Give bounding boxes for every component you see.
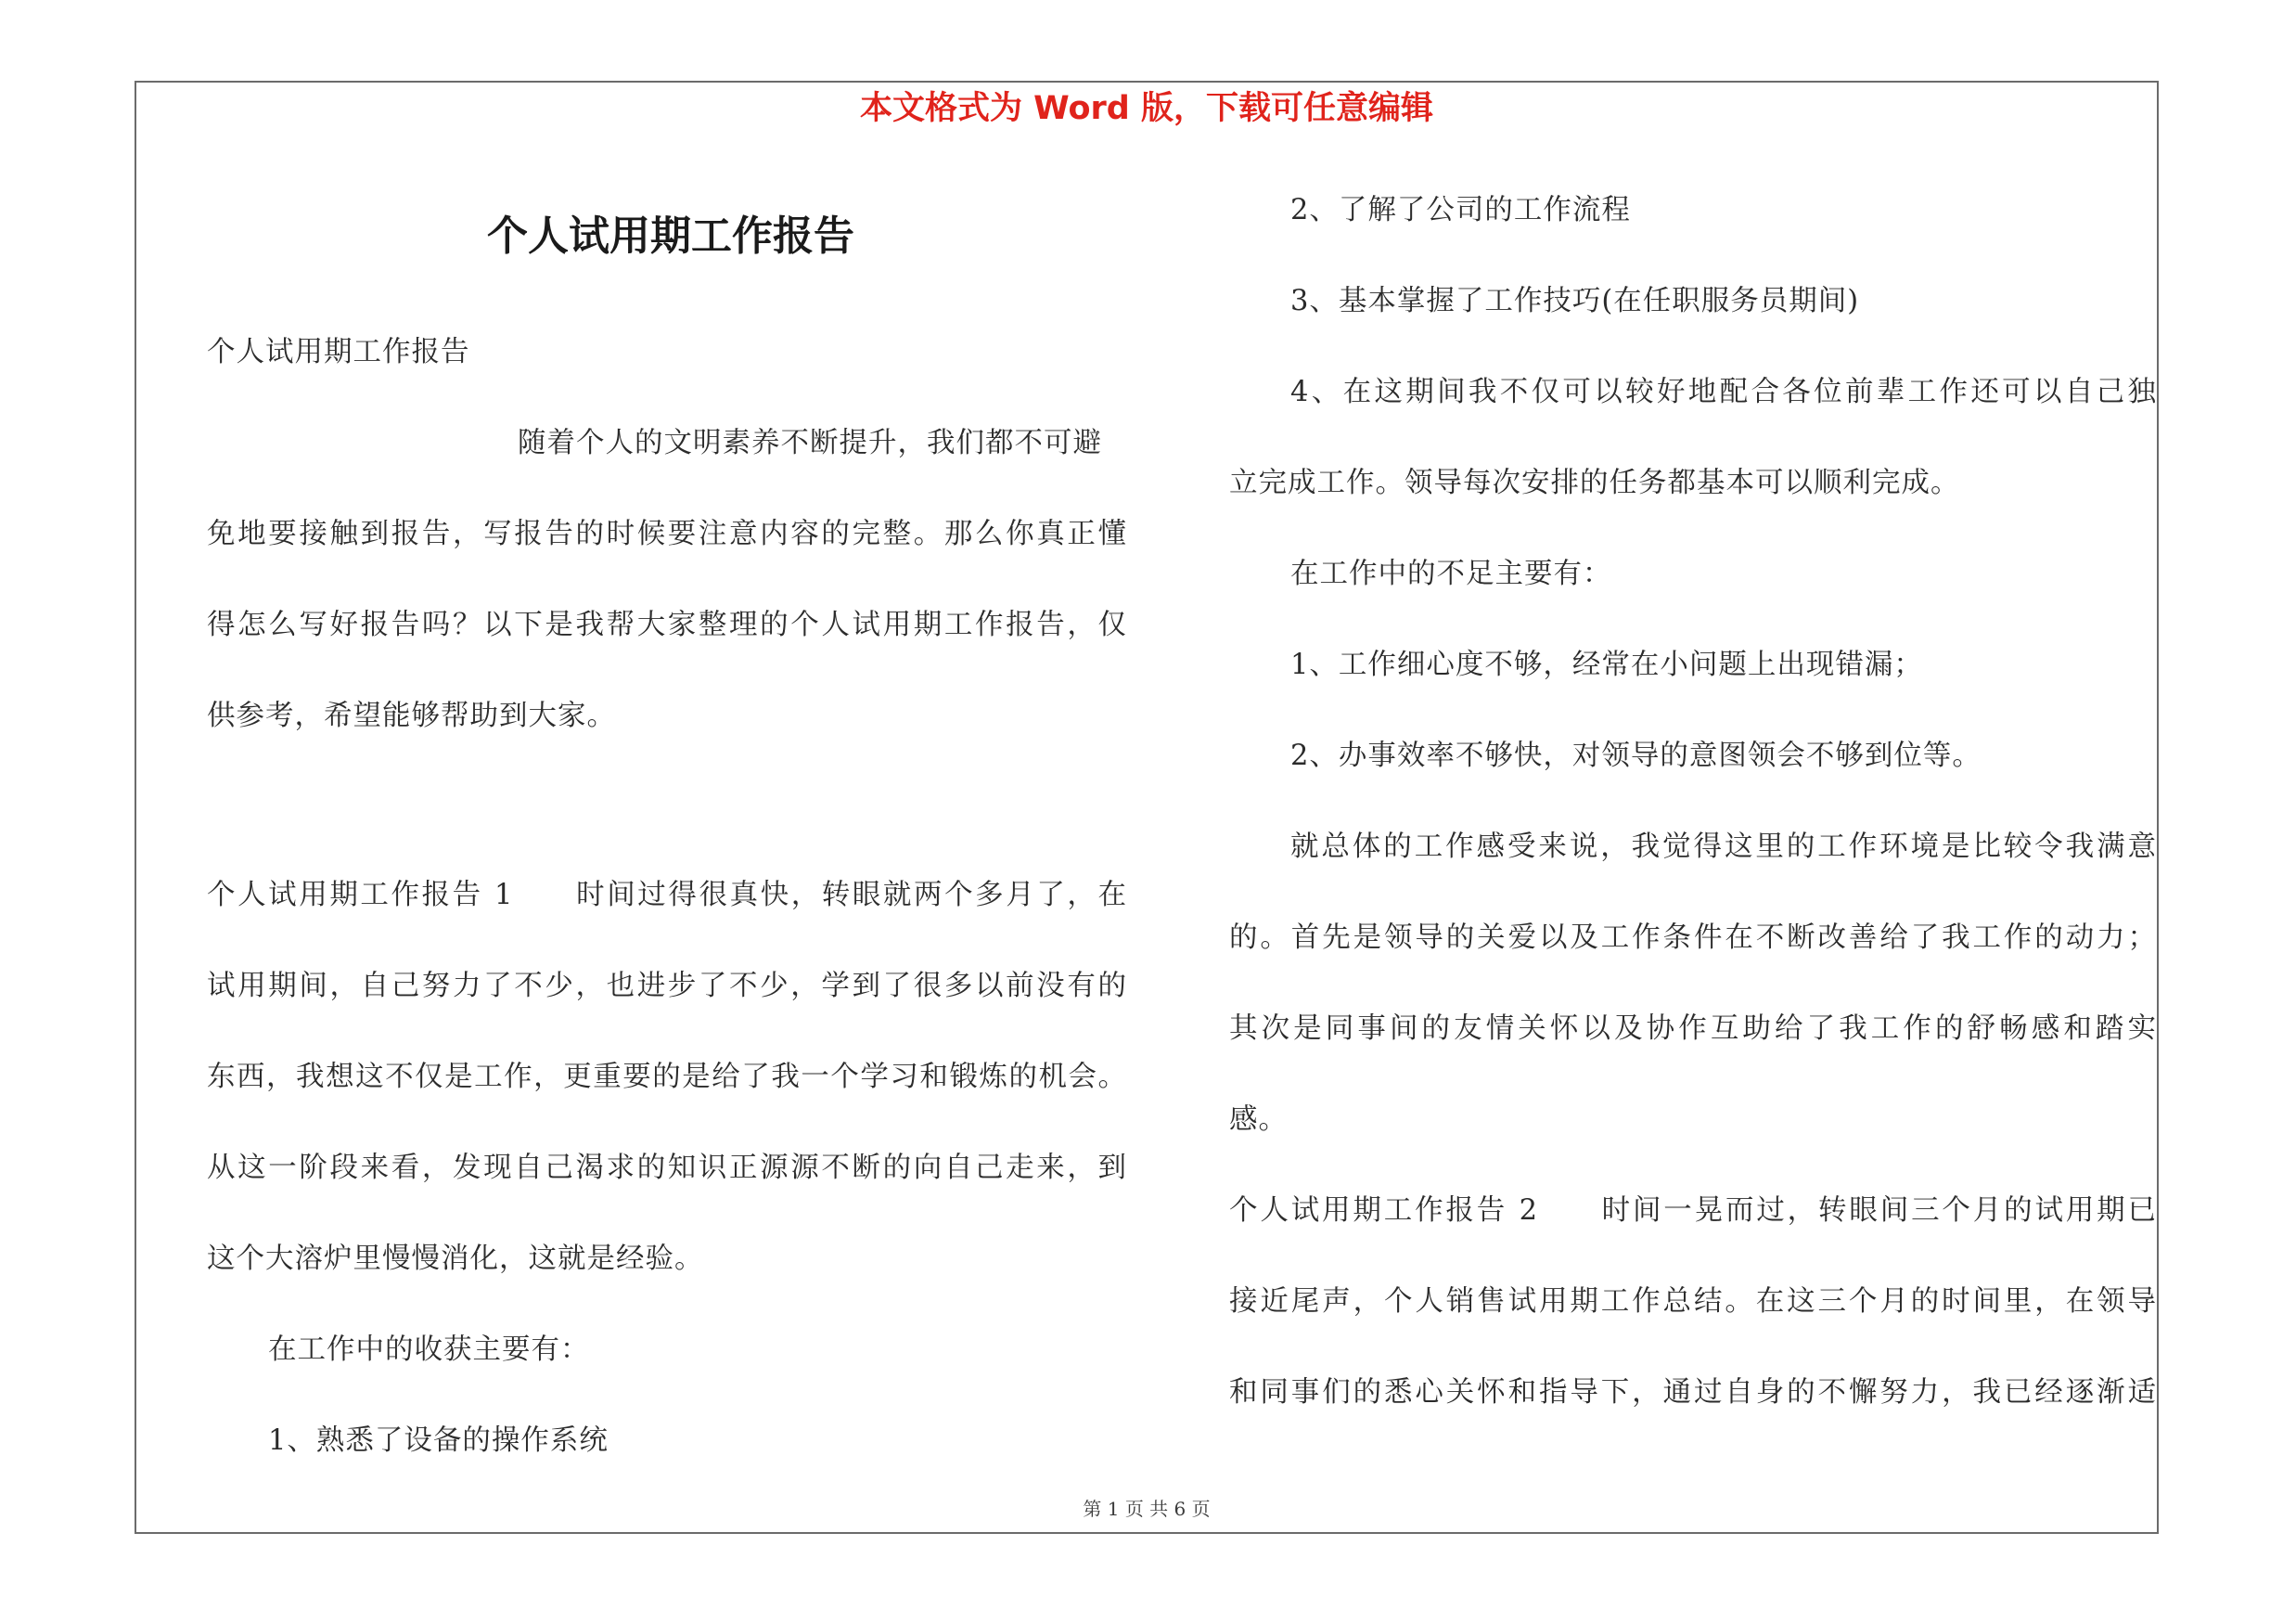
- list-item: 4、在这期间我不仅可以较好地配合各位前辈工作还可以自己独: [1290, 376, 2157, 408]
- document-title: 个人试用期工作报告: [487, 213, 854, 260]
- list-item: 2、了解了公司的工作流程: [1290, 194, 1631, 226]
- page-number-footer: 第 1 页 共 6 页: [1083, 1498, 1211, 1520]
- paragraph-line: 免地要接触到报告，写报告的时候要注意内容的完整。那么你真正懂: [207, 518, 1127, 550]
- paragraph-line: 就总体的工作感受来说，我觉得这里的工作环境是比较令我满意: [1290, 831, 2157, 863]
- word-format-banner: 本文格式为 Word 版，下载可任意编辑: [859, 90, 1434, 127]
- paragraph-line: 立完成工作。领导每次安排的任务都基本可以顺利完成。: [1229, 467, 1960, 499]
- paragraph-line: 供参考，希望能够帮助到大家。: [207, 700, 616, 732]
- paragraph-line: 感。: [1229, 1103, 1288, 1136]
- list-item: 3、基本掌握了工作技巧(在任职服务员期间): [1290, 285, 1860, 317]
- paragraph-line: 个人试用期工作报告 1 时间过得很真快，转眼就两个多月了，在: [207, 879, 1127, 911]
- paragraph-line: 这个大溶炉里慢慢消化，这就是经验。: [207, 1243, 704, 1275]
- subtitle-line: 个人试用期工作报告: [207, 336, 470, 368]
- paragraph-line: 的。首先是领导的关爱以及工作条件在不断改善给了我工作的动力；: [1229, 921, 2157, 954]
- list-item: 1、工作细心度不够，经常在小问题上出现错漏；: [1290, 649, 1923, 681]
- paragraph-line: 其次是同事间的友情关怀以及协作互助给了我工作的舒畅感和踏实: [1229, 1012, 2157, 1045]
- paragraph-line: 个人试用期工作报告 2 时间一晃而过，转眼间三个月的试用期已: [1229, 1194, 2157, 1227]
- list-item: 1、熟悉了设备的操作系统: [268, 1424, 609, 1457]
- paragraph-line: 在工作中的收获主要有：: [268, 1333, 590, 1366]
- paragraph-line: 和同事们的悉心关怀和指导下，通过自身的不懈努力，我已经逐渐适: [1229, 1376, 2157, 1409]
- paragraph-line: 接近尾声，个人销售试用期工作总结。在这三个月的时间里，在领导: [1229, 1285, 2157, 1318]
- paragraph-line: 得怎么写好报告吗？以下是我帮大家整理的个人试用期工作报告，仅: [207, 609, 1127, 641]
- paragraph-line: 试用期间，自己努力了不少，也进步了不少，学到了很多以前没有的: [207, 970, 1127, 1002]
- paragraph-line: 随着个人的文明素养不断提升，我们都不可避: [518, 427, 1102, 459]
- list-item: 2、办事效率不够快，对领导的意图领会不够到位等。: [1290, 740, 1982, 772]
- paragraph-line: 在工作中的不足主要有：: [1290, 558, 1612, 590]
- paragraph-line: 东西，我想这不仅是工作，更重要的是给了我一个学习和锻炼的机会。: [207, 1061, 1127, 1093]
- paragraph-line: 从这一阶段来看，发现自己渴求的知识正源源不断的向自己走来，到: [207, 1152, 1127, 1184]
